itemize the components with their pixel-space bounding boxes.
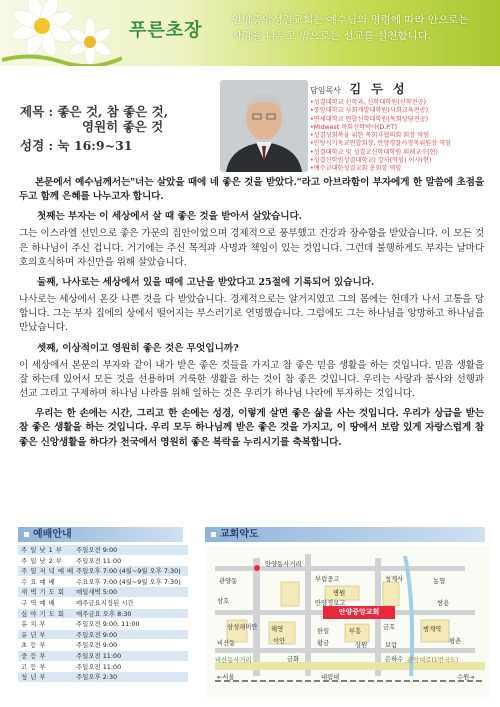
schedule-service-time: 매일새벽 5:00	[76, 588, 118, 597]
map-label: 한일	[317, 628, 330, 635]
church-motto	[232, 12, 494, 44]
daisy-flower-illustration	[2, 0, 122, 66]
schedule-service-time: 주일오전 11:00	[76, 556, 122, 565]
map-label: 농협	[433, 578, 446, 585]
map-label: 관악대로(1번국도)	[407, 657, 459, 664]
map-label: 황금	[317, 640, 330, 647]
pastor-portrait-image	[220, 80, 308, 172]
schedule-service-name: 유 치 부	[21, 620, 47, 629]
map-label: 쌍용	[437, 600, 450, 607]
pastor-role: 담임목사	[310, 86, 341, 95]
schedule-row	[18, 566, 188, 577]
schedule-service-name: 심 야 기 도 회	[21, 609, 65, 618]
map-label: 병원	[333, 590, 346, 597]
map-label: 보람	[385, 642, 398, 649]
point-1-heading: 첫째는 부자는 이 세상에서 살 때 좋은 것을 받아서 살았습니다.	[37, 211, 303, 223]
schedule-row	[18, 609, 188, 620]
credential-item: • 성결대학교 신학과, 신학대학원(신학전공)	[310, 99, 490, 107]
map-label: 삼성래미안	[227, 624, 258, 631]
schedule-row	[18, 630, 188, 641]
schedule-service-time: 주일오전 11:00	[76, 651, 122, 660]
map-label: 안양정보고	[315, 600, 346, 607]
worship-title-text: 예배안내	[33, 529, 72, 540]
credential-item: • 성결대학교 및 성결교신학대학원 외래교수(현)	[310, 149, 490, 157]
schedule-service-name: 중 등 부	[21, 651, 47, 660]
pastor-credentials	[310, 99, 490, 174]
map-label: 비산동사거리	[215, 657, 252, 664]
map-label: 평촌	[449, 638, 462, 645]
credential-item: • 예수교대한성결교회 총회장 역임	[310, 165, 490, 173]
sermon-scripture: 성경 : 눅 16:9~31	[20, 138, 133, 153]
schedule-service-name: 수 요 예 배	[21, 577, 56, 586]
sermon-conclusion: 우리는 한 손에는 시간, 그리고 한 손에는 성경, 이렇게 살면 좋은 삶을 사는 것입니다. 우리가 상급을 받는 참 좋은 생활을 하는 것입니다. 우리 모두 하나님께 받은 좋은 것을 가지고, 이 땅에서 보람 있게 자랑스럽게 참 좋은 신앙생활을 하다가 천국에서 영원히 좋은 복락을 누리시기를 축복합니다.	[19, 408, 484, 448]
schedule-service-time: 주일오후 2:30	[76, 673, 118, 682]
schedule-service-name: 주 일 낮 2 부	[21, 556, 63, 565]
schedule-service-time: 매주금요지정된 시간	[76, 598, 134, 607]
schedule-service-name: 고 등 부	[21, 662, 47, 671]
map-direction-suwon: 수원→	[457, 674, 475, 681]
worship-schedule-title	[18, 527, 183, 542]
worship-schedule-table	[18, 545, 188, 683]
schedule-service-name: 주 일 낮 1 부	[21, 546, 63, 554]
header-banner	[0, 0, 500, 66]
credential-item: • Midwest 목회신학박사(D.P.T)	[310, 124, 490, 132]
church-location-marker: 안양중앙교회	[323, 606, 395, 619]
map-label: 해영	[271, 626, 284, 633]
pastor-heading	[310, 80, 490, 97]
schedule-row	[18, 587, 188, 598]
map-label: 부림중고	[315, 576, 340, 583]
map-label: 관양동	[219, 578, 238, 585]
schedule-service-time: 주일오전 11:00	[76, 662, 122, 671]
pastor-name: 김 두 성	[349, 82, 408, 96]
map-label: 이안	[273, 638, 286, 645]
schedule-row	[18, 556, 188, 567]
church-location-map	[205, 546, 490, 698]
map-label: 안양동사거리	[265, 561, 302, 568]
map-label: 청계사	[385, 576, 404, 583]
pastor-profile	[310, 80, 490, 174]
church-map-title	[205, 527, 485, 542]
map-label: 범계역	[423, 626, 442, 633]
map-title-text: 교회약도	[220, 529, 259, 540]
schedule-row	[18, 672, 188, 683]
schedule-service-time: 매주금요 오후 8:30	[76, 609, 132, 618]
square-bullet-icon	[24, 532, 29, 537]
schedule-row	[18, 545, 188, 556]
schedule-service-time: 주일오후 7:00 (4월~9월 오후 7:30)	[76, 567, 181, 576]
map-label: 상원	[355, 642, 368, 649]
schedule-row	[18, 662, 188, 673]
credential-item: • 성결성회복을 위한 목회자협의회 회장 역임	[310, 132, 490, 140]
schedule-row	[18, 651, 188, 662]
credential-item: • 연세대학교 연합신학대학원(목회상담전공)	[310, 116, 490, 124]
schedule-row	[18, 619, 188, 630]
map-direction-seoul: ←서울	[217, 674, 235, 681]
sermon-intro: 본문에서 예수님께서는"너는 살았을 때에 네 좋은 것을 받았다."라고 아브라함이 부자에게 한 말씀에 초점을 두고 함께 은혜를 나누고자 합니다.	[19, 177, 484, 203]
square-bullet-icon	[211, 532, 216, 537]
pastor-photo	[220, 80, 308, 172]
schedule-service-time: 주일오전 9:00	[76, 641, 118, 650]
schedule-service-name: 유 년 부	[21, 630, 47, 639]
schedule-row	[18, 577, 188, 588]
map-label: 대림대	[321, 674, 340, 681]
point-1-text: 그는 이스라엘 선민으로 좋은 가문의 집안이었으며 경제적으로 풍부했고 건강과 장수함을 받았습니다. 이 모든 것은 하나님이 주신 겁니다. 거기에는 주신 목적과 사명과 책임이 있는 것입니다. 그런데 불행하게도 부자는 날마다 호의호식하며 자신만을 위해 살았습니다.	[19, 228, 484, 268]
point-3-heading: 셋째, 이상적이고 영원히 좋은 것은 무엇입니까?	[37, 342, 239, 354]
motto-line-1: 안양중앙성결교회는 예수님의 명령에 따라 안으로는	[232, 14, 469, 26]
schedule-service-time: 주일오전 9:00	[76, 546, 118, 554]
map-label: 부흥	[349, 628, 362, 635]
sermon-title-line-1: 제목 : 좋은 것, 참 좋은 것,	[20, 104, 169, 119]
schedule-service-time: 수요오후 7:00 (4월~9월 오후 7:30)	[76, 577, 181, 586]
map-label: 비산동	[217, 640, 236, 647]
schedule-row	[18, 640, 188, 651]
sermon-title	[20, 104, 220, 134]
schedule-service-name: 초 등 부	[21, 641, 47, 650]
point-2-heading: 둘째, 나사로는 세상에서 있을 때에 고난을 받았다고 25절에 기록되어 있습니다.	[37, 277, 375, 289]
map-label: 금화	[287, 656, 300, 663]
schedule-service-time: 주일오전 9:00	[76, 630, 118, 639]
point-3-text: 이 세상에서 본문의 부자와 같이 내가 받은 좋은 것들을 가지고 참 좋은 믿음 생활을 하는 것입니다. 믿음 생활을 잘 하는데 있어서 모든 것을 선용하며 거룩한 생활을 하는 것이 참 좋은 것입니다. 우리는 사랑과 봉사와 선행과 선교 그리고 구제하며 하나님 나라를 위해 일하는 것은 우리가 하나님 나라에 투자하는 것입니다.	[19, 359, 484, 400]
map-label: 삼호	[217, 598, 230, 605]
schedule-service-name: 청 년 부	[21, 673, 47, 682]
schedule-service-name: 새 벽 기 도 회	[21, 588, 65, 597]
map-label: 은하수	[385, 656, 404, 663]
credential-item: • 중앙대학교 사회개발대학원(사회교육전공)	[310, 107, 490, 115]
credential-item: • 성결신학원성결대학교) 강사(역임) 이사(현)	[310, 157, 490, 165]
sermon-title-line-2: 영원히 좋은 것	[82, 119, 164, 134]
map-label: 금호	[383, 624, 396, 631]
newsletter-brand: 푸른초장	[129, 20, 203, 41]
credential-item: • 안양시기독교연합회장, 안양경찰서경목위원장 역임	[310, 140, 490, 148]
point-2-text: 나사로는 세상에서 온갖 나쁜 것을 다 받았습니다. 경제적으로는 알거지였고 그의 몸에는 헌데가 나서 고통을 당합니다. 그는 부자 집에의 상에서 떨어지는 부스러기로 연명했습니다. 그럼에도 그는 하나님을 앙망하고 하나님을 만났습니다.	[19, 294, 484, 334]
schedule-row	[18, 598, 188, 609]
sermon-body	[19, 176, 484, 456]
schedule-service-name: 주 일 저 녁 예 배	[21, 567, 74, 576]
motto-line-2: 사랑을 나누고 밖으로는 선교를 실천합니다.	[232, 30, 432, 42]
schedule-service-name: 구 역 예 배	[21, 598, 56, 607]
schedule-service-time: 주일오전 9:00, 11:00	[76, 620, 140, 629]
